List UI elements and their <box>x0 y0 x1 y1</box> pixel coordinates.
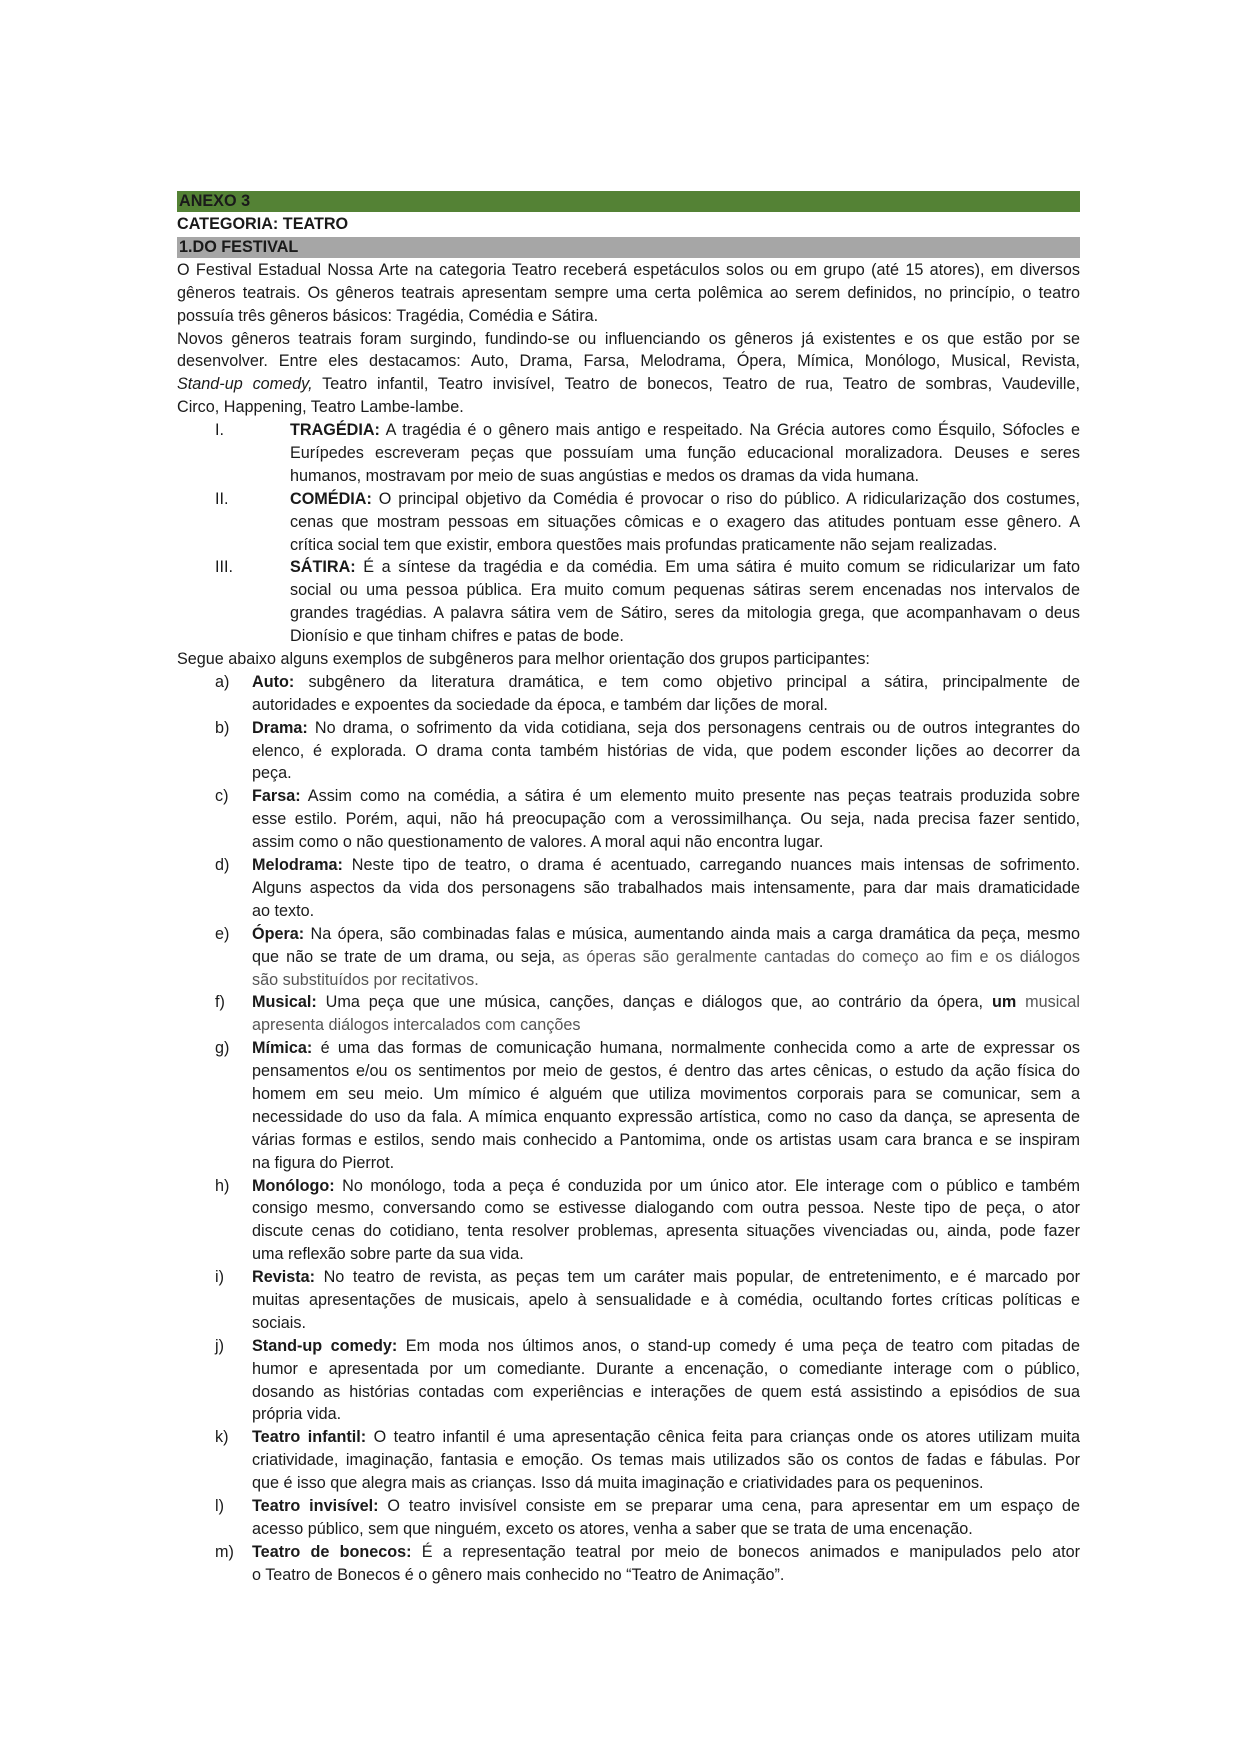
text-run: são substituídos por recitativos. <box>252 970 479 989</box>
text-run: que é isso que alegra mais as crianças. Isso dá muita imaginação e criatividades para os pequeninos. <box>252 1474 984 1493</box>
item-term: Mímica: <box>252 1039 313 1058</box>
subgenre-list <box>177 671 1080 1587</box>
text-line <box>252 1175 1080 1198</box>
text-run: o Teatro de Bonecos é o gênero mais conhecido no “Teatro de Animação”. <box>252 1565 785 1584</box>
text-run: O Festival Estadual Nossa Arte na categoria Teatro receberá espetáculos solos ou em grupo (até 15 atores), em diversos <box>177 260 1080 279</box>
text-run: autoridades e expoentes da sociedade da época, e também dar lições de moral. <box>252 695 828 714</box>
item-term: Revista: <box>252 1268 315 1287</box>
item-label: II. <box>215 489 229 508</box>
text-line <box>252 1541 1080 1564</box>
text-run: Circo, Happening, Teatro Lambe-lambe. <box>177 398 464 417</box>
text-line <box>252 1381 1080 1404</box>
text-run: pensamentos e/ou os sentimentos por meio de gestos, é dentro das artes cênicas, o estudo da ação física do <box>252 1062 1080 1081</box>
text-run: musical <box>1016 993 1080 1012</box>
text-run: Assim como na comédia, a sátira é um elemento muito presente nas peças teatrais produzida sobre <box>300 787 1080 806</box>
text-run: Alguns aspectos da vida dos personagens são trabalhados mais intensamente, para dar mais dramaticidade <box>252 878 1080 897</box>
text-run: Teatro infantil, Teatro invisível, Teatro de bonecos, Teatro de rua, Teatro de sombras, Vaudeville, <box>312 375 1080 394</box>
item-label: III. <box>215 558 233 577</box>
subgenres-intro: Segue abaixo alguns exemplos de subgêneros para melhor orientação dos grupos participantes: <box>177 650 870 669</box>
item-term: SÁTIRA: <box>290 558 356 577</box>
text-run: na figura do Pierrot. <box>252 1153 395 1172</box>
item-body <box>290 419 1080 488</box>
item-label: g) <box>215 1039 230 1058</box>
list-item <box>177 1495 1080 1541</box>
text-run: gêneros teatrais. Os gêneros teatrais apresentam sempre uma certa polêmica ao serem definidos, no princípio, o teatro <box>177 283 1080 302</box>
text-run: Em moda nos últimos anos, o stand-up comedy é uma peça de teatro com pitadas de <box>397 1336 1080 1355</box>
text-line <box>252 762 1080 785</box>
list-item <box>177 1335 1080 1427</box>
item-body <box>252 1175 1080 1267</box>
item-body <box>252 1037 1080 1174</box>
text-run: dosando as histórias contadas com experiências e interações de quem está assistindo a episódios de sua <box>252 1382 1080 1401</box>
text-line <box>252 1289 1080 1312</box>
text-run: criatividade, imaginação, fantasia e emoção. Os temas mais utilizados são os contos de fadas e fábulas. Por <box>252 1451 1080 1470</box>
text-line <box>177 305 1080 328</box>
text-line <box>252 1037 1080 1060</box>
list-item <box>177 671 1080 717</box>
text-line <box>252 831 1080 854</box>
text-line <box>177 396 1080 419</box>
text-line <box>252 1312 1080 1335</box>
item-label: I. <box>215 421 224 440</box>
text-line <box>252 694 1080 717</box>
text-run: Uma peça que une música, canções, danças e diálogos que, ao contrário da ópera, <box>316 993 992 1012</box>
item-label: c) <box>215 787 229 806</box>
text-run: O teatro invisível consiste em se preparar uma cena, para apresentar em um espaço de <box>378 1496 1080 1515</box>
text-run: muitas apresentações de musicais, apelo à sensualidade e à comédia, ocultando fortes críticas políticas e <box>252 1290 1080 1309</box>
item-body <box>252 923 1080 992</box>
text-run: Stand-up comedy, <box>177 375 313 394</box>
item-term: Drama: <box>252 718 308 737</box>
text-line <box>290 488 1080 511</box>
text-run: um <box>991 993 1017 1012</box>
item-term: Stand-up comedy: <box>252 1336 398 1355</box>
item-term: Farsa: <box>252 787 301 806</box>
text-line <box>252 1403 1080 1426</box>
paragraph <box>177 328 1080 420</box>
document-page <box>177 190 1080 1587</box>
text-run: homem em seu meio. Um mímico é alguém que utiliza movimentos corporais para se comunicar, sem a <box>252 1084 1080 1103</box>
text-run: as óperas são geralmente cantadas do começo ao fim e os diálogos <box>562 947 1080 966</box>
list-item <box>177 1037 1080 1174</box>
item-label: f) <box>215 993 225 1012</box>
text-run: apresenta diálogos intercalados com canções <box>252 1016 581 1035</box>
list-item <box>177 1266 1080 1335</box>
text-line <box>290 419 1080 442</box>
list-item <box>177 923 1080 992</box>
item-label: k) <box>215 1428 229 1447</box>
item-label: b) <box>215 718 230 737</box>
text-run: desenvolver. Entre eles destacamos: Auto, Drama, Farsa, Melodrama, Ópera, Mímica, Monólogo, Musical, Revista, <box>177 352 1080 371</box>
text-line <box>252 946 1080 969</box>
text-line <box>290 442 1080 465</box>
text-line <box>252 1197 1080 1220</box>
item-label: l) <box>215 1496 224 1515</box>
text-line <box>290 579 1080 602</box>
item-label: a) <box>215 672 230 691</box>
item-term: Teatro de bonecos: <box>252 1542 412 1561</box>
item-body <box>252 854 1080 923</box>
text-line <box>252 1449 1080 1472</box>
list-item <box>177 1541 1080 1587</box>
item-term: Auto: <box>252 672 295 691</box>
item-body <box>290 488 1080 557</box>
text-line <box>252 1220 1080 1243</box>
list-item <box>177 785 1080 854</box>
item-body <box>252 1266 1080 1335</box>
text-line <box>252 1358 1080 1381</box>
text-run: grandes tragédias. A palavra sátira vem de Sátiro, seres da mitologia grega, que acompanhavam o deus <box>290 604 1080 623</box>
list-item <box>177 488 1080 557</box>
text-run: discute cenas do cotidiano, tenta resolver problemas, apresenta situações vivenciadas ou, ainda, pode fazer <box>252 1222 1080 1241</box>
text-run: sociais. <box>252 1313 306 1332</box>
text-run: Novos gêneros teatrais foram surgindo, fundindo-se ou influenciando os gêneros já existentes e os que estão por se <box>177 329 1080 348</box>
text-line <box>252 969 1080 992</box>
text-run: peça. <box>252 764 292 783</box>
text-run: própria vida. <box>252 1405 342 1424</box>
text-run: Na ópera, são combinadas falas e música, aumentando ainda mais a carga dramática da peça, mesmo <box>304 924 1080 943</box>
text-run: No monólogo, toda a peça é conduzida por um único ator. Ele interage com o público e também <box>334 1176 1080 1195</box>
text-run: elenco, é explorada. O drama conta também histórias de vida, que podem esconder lições ao decorrer da <box>252 741 1080 760</box>
text-line <box>252 1129 1080 1152</box>
text-line <box>252 1083 1080 1106</box>
text-line <box>252 717 1080 740</box>
list-item <box>177 991 1080 1037</box>
intro-text <box>177 259 1080 419</box>
text-line <box>252 1266 1080 1289</box>
text-line <box>177 350 1080 373</box>
text-line <box>252 1106 1080 1129</box>
text-line <box>290 511 1080 534</box>
text-run: O principal objetivo da Comédia é provocar o riso do público. A ridicularização dos costumes, <box>371 489 1080 508</box>
text-run: consigo mesmo, conversando como se estivesse dialogando com outra pessoa. Neste tipo de peça, o ator <box>252 1199 1080 1218</box>
item-term: Monólogo: <box>252 1176 335 1195</box>
text-line <box>252 1518 1080 1541</box>
genre-list <box>177 419 1080 648</box>
item-term: COMÉDIA: <box>290 489 372 508</box>
text-line <box>290 625 1080 648</box>
text-line <box>252 1426 1080 1449</box>
text-run: assim como o não questionamento de valores. A moral aqui não encontra lugar. <box>252 833 824 852</box>
text-run: possuía três gêneros básicos: Tragédia, Comédia e Sátira. <box>177 306 599 325</box>
text-line <box>177 328 1080 351</box>
item-term: Melodrama: <box>252 856 343 875</box>
item-body <box>252 1426 1080 1495</box>
text-run: necessidade do uso da fala. A mímica enquanto expressão artística, como no caso da dança, se apresenta de <box>252 1107 1080 1126</box>
text-line <box>177 259 1080 282</box>
list-item <box>177 854 1080 923</box>
item-term: Musical: <box>252 993 317 1012</box>
text-line <box>252 991 1080 1014</box>
annex-heading: ANEXO 3 <box>177 191 1080 212</box>
text-run: uma reflexão sobre parte da sua vida. <box>252 1245 524 1264</box>
text-run: é uma das formas de comunicação humana, normalmente conhecida como a arte de expressar os <box>312 1039 1080 1058</box>
item-label: d) <box>215 856 230 875</box>
text-run: No drama, o sofrimento da vida cotidiana, seja dos personagens centrais ou de outros integrantes do <box>307 718 1080 737</box>
item-label: e) <box>215 924 230 943</box>
text-line <box>177 282 1080 305</box>
text-run: humanos, mostravam por meio de suas angústias e medos os dramas da vida humana. <box>290 466 919 485</box>
text-run: esse estilo. Porém, aqui, não há preocupação com a verossimilhança. Ou seja, nada precisa fazer sentido, <box>252 810 1080 829</box>
text-line <box>252 1014 1080 1037</box>
item-body <box>252 717 1080 786</box>
text-line <box>252 671 1080 694</box>
item-body <box>290 556 1080 648</box>
section-heading: 1.DO FESTIVAL <box>177 237 1080 258</box>
text-run: ao texto. <box>252 901 315 920</box>
text-line <box>252 1564 1080 1587</box>
text-run: crítica social tem que existir, embora questões mais profundas praticamente não sejam realizadas. <box>290 535 998 554</box>
item-term: Ópera: <box>252 924 305 943</box>
item-term: Teatro invisível: <box>252 1496 379 1515</box>
text-run: humor e apresentada por um comediante. Durante a encenação, o comediante interage com o público, <box>252 1359 1080 1378</box>
text-run: várias formas e estilos, sendo mais conhecido a Pantomima, onde os artistas usam cara branca e se inspiram <box>252 1130 1080 1149</box>
text-run: acesso público, sem que ninguém, exceto os atores, venha a saber que se trata de uma encenação. <box>252 1519 973 1538</box>
text-line <box>252 1152 1080 1175</box>
text-line <box>252 785 1080 808</box>
list-item <box>177 419 1080 488</box>
text-line <box>252 808 1080 831</box>
text-run: É a síntese da tragédia e da comédia. Em uma sátira é muito comum se ridicularizar um fato <box>355 558 1080 577</box>
list-item <box>177 1175 1080 1267</box>
item-body <box>252 785 1080 854</box>
text-run: Eurípedes escreveram peças que possuíam uma função educacional moralizadora. Deuses e seres <box>290 444 1080 463</box>
text-line <box>290 534 1080 557</box>
item-label: i) <box>215 1268 224 1287</box>
item-label: j) <box>215 1336 224 1355</box>
list-item <box>177 717 1080 786</box>
category-heading: CATEGORIA: TEATRO <box>177 215 349 233</box>
paragraph <box>177 259 1080 328</box>
text-line <box>252 900 1080 923</box>
item-term: Teatro infantil: <box>252 1428 367 1447</box>
item-body <box>252 671 1080 717</box>
text-line <box>252 1495 1080 1518</box>
text-line <box>290 465 1080 488</box>
text-run: É a representação teatral por meio de bonecos animados e manipulados pelo ator <box>411 1542 1080 1561</box>
item-term: TRAGÉDIA: <box>290 421 380 440</box>
text-line <box>252 1060 1080 1083</box>
item-body <box>252 991 1080 1037</box>
text-run: Neste tipo de teatro, o drama é acentuado, carregando nuances mais intensas de sofrimento. <box>342 856 1080 875</box>
text-line <box>290 556 1080 579</box>
text-run: subgênero da literatura dramática, e tem como objetivo principal a sátira, principalmente de <box>294 672 1080 691</box>
item-label: m) <box>215 1542 234 1561</box>
text-line <box>252 923 1080 946</box>
text-run: No teatro de revista, as peças tem um caráter mais popular, de entretenimento, e é marcado por <box>314 1268 1080 1287</box>
text-line <box>252 1243 1080 1266</box>
list-item <box>177 556 1080 648</box>
text-line <box>252 877 1080 900</box>
item-body <box>252 1495 1080 1541</box>
text-line <box>290 602 1080 625</box>
text-line <box>252 1472 1080 1495</box>
text-line <box>252 854 1080 877</box>
text-run: O teatro infantil é uma apresentação cênica feita para crianças onde os atores utilizam muita <box>366 1428 1080 1447</box>
text-run: Dionísio e que tinham chifres e patas de bode. <box>290 627 624 646</box>
text-run: social ou uma pessoa pública. Era muito comum pequenas sátiras serem encenadas nos intervalos de <box>290 581 1080 600</box>
item-label: h) <box>215 1176 230 1195</box>
text-run: A tragédia é o gênero mais antigo e respeitado. Na Grécia autores como Ésquilo, Sófocles e <box>379 421 1080 440</box>
text-line <box>252 1335 1080 1358</box>
text-run: cenas que mostram pessoas em situações cômicas e o exagero das atitudes pontuam esse gênero. A <box>290 512 1080 531</box>
text-line <box>252 740 1080 763</box>
item-body <box>252 1541 1080 1587</box>
text-run: que não se trate de um drama, ou seja, <box>252 947 563 966</box>
text-line <box>177 373 1080 396</box>
list-item <box>177 1426 1080 1495</box>
item-body <box>252 1335 1080 1427</box>
